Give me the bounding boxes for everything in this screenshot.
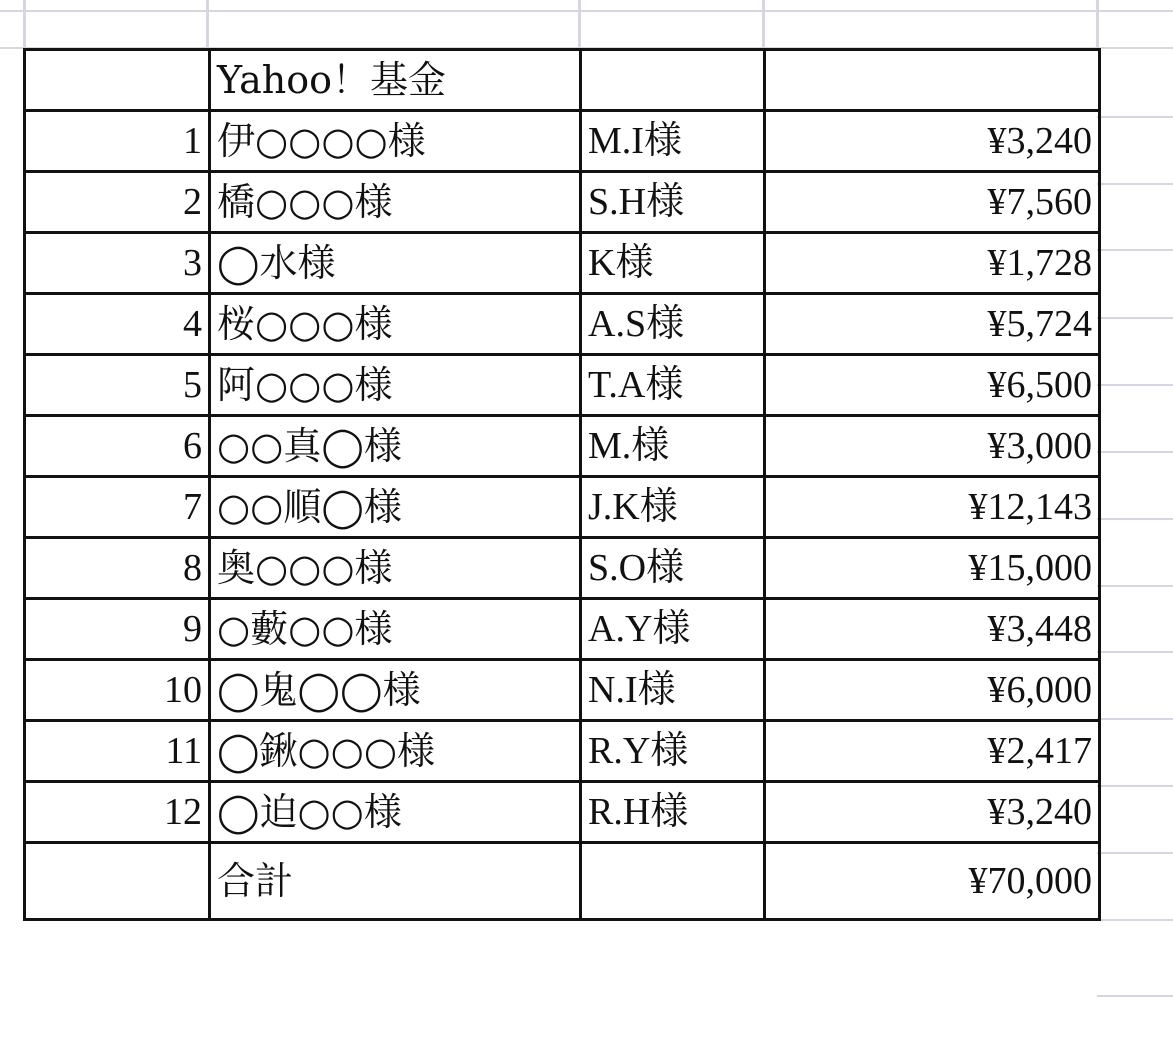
table-row: [25, 782, 1100, 843]
table-row: [25, 294, 1100, 355]
donor-initials[interactable]: T.A様: [581, 355, 765, 416]
gridline: [1097, 116, 1173, 118]
gridline: [1097, 718, 1173, 720]
table-row: [25, 599, 1100, 660]
gridline: [1097, 995, 1173, 997]
donor-name[interactable]: ◯鬼◯◯様: [210, 660, 581, 721]
gridline: [1097, 585, 1173, 587]
donation-amount[interactable]: ¥1,728: [765, 233, 1100, 294]
donation-amount[interactable]: ¥15,000: [765, 538, 1100, 599]
donor-initials[interactable]: M.I様: [581, 111, 765, 172]
donor-name[interactable]: ◯迫○○様: [210, 782, 581, 843]
row-number[interactable]: 9: [25, 599, 210, 660]
table-row: [25, 538, 1100, 599]
total-amount[interactable]: ¥70,000: [765, 843, 1100, 920]
row-number[interactable]: 4: [25, 294, 210, 355]
gridline: [1097, 518, 1173, 520]
row-number[interactable]: 10: [25, 660, 210, 721]
table-header-row: [25, 50, 1100, 111]
gridline: [206, 0, 209, 50]
donation-amount[interactable]: ¥5,724: [765, 294, 1100, 355]
gridline: [23, 0, 26, 50]
table-title[interactable]: Yahoo！基金: [210, 50, 581, 111]
donor-initials[interactable]: R.Y様: [581, 721, 765, 782]
row-number[interactable]: 2: [25, 172, 210, 233]
row-number[interactable]: 8: [25, 538, 210, 599]
table-row: [25, 477, 1100, 538]
row-number[interactable]: 3: [25, 233, 210, 294]
gridline: [1097, 249, 1173, 251]
donation-table: [23, 48, 1101, 921]
donor-initials[interactable]: M.様: [581, 416, 765, 477]
donor-name[interactable]: ◯水様: [210, 233, 581, 294]
gridline: [1096, 0, 1099, 50]
table-row: [25, 111, 1100, 172]
donation-amount[interactable]: ¥12,143: [765, 477, 1100, 538]
donor-name[interactable]: ○○真◯様: [210, 416, 581, 477]
gridline: [1097, 651, 1173, 653]
donation-amount[interactable]: ¥6,500: [765, 355, 1100, 416]
donor-name[interactable]: 橋○○○様: [210, 172, 581, 233]
gridline: [1097, 785, 1173, 787]
donor-initials[interactable]: S.O様: [581, 538, 765, 599]
row-number[interactable]: 6: [25, 416, 210, 477]
gridline: [762, 0, 765, 50]
donor-initials[interactable]: N.I様: [581, 660, 765, 721]
gridline: [1097, 852, 1173, 854]
table-cell[interactable]: [25, 843, 210, 920]
table-row: [25, 660, 1100, 721]
gridline: [1097, 919, 1173, 921]
gridline: [1097, 451, 1173, 453]
gridline: [1097, 384, 1173, 386]
donor-name[interactable]: 奥○○○様: [210, 538, 581, 599]
row-number[interactable]: 7: [25, 477, 210, 538]
table-row: [25, 172, 1100, 233]
table-row: [25, 416, 1100, 477]
total-label[interactable]: 合計: [210, 843, 581, 920]
table-cell[interactable]: [581, 50, 765, 111]
gridline: [0, 10, 1173, 12]
donation-amount[interactable]: ¥6,000: [765, 660, 1100, 721]
table-row: [25, 355, 1100, 416]
donor-initials[interactable]: K様: [581, 233, 765, 294]
table-cell[interactable]: [581, 843, 765, 920]
donor-name[interactable]: 桜○○○様: [210, 294, 581, 355]
gridline: [578, 0, 581, 50]
donor-name[interactable]: ◯鍬○○○様: [210, 721, 581, 782]
donor-name[interactable]: 伊○○○○様: [210, 111, 581, 172]
donor-initials[interactable]: A.Y様: [581, 599, 765, 660]
donor-initials[interactable]: A.S様: [581, 294, 765, 355]
table-row: [25, 233, 1100, 294]
table-cell[interactable]: [765, 50, 1100, 111]
total-row: [25, 843, 1100, 920]
table-row: [25, 721, 1100, 782]
donor-name[interactable]: ○藪○○様: [210, 599, 581, 660]
donor-name[interactable]: 阿○○○様: [210, 355, 581, 416]
donation-amount[interactable]: ¥2,417: [765, 721, 1100, 782]
row-number[interactable]: 1: [25, 111, 210, 172]
row-number[interactable]: 5: [25, 355, 210, 416]
donation-amount[interactable]: ¥7,560: [765, 172, 1100, 233]
donor-name[interactable]: ○○順◯様: [210, 477, 581, 538]
donation-amount[interactable]: ¥3,000: [765, 416, 1100, 477]
row-number[interactable]: 11: [25, 721, 210, 782]
donor-initials[interactable]: J.K様: [581, 477, 765, 538]
donor-initials[interactable]: R.H様: [581, 782, 765, 843]
gridline: [1097, 317, 1173, 319]
row-number[interactable]: 12: [25, 782, 210, 843]
donation-amount[interactable]: ¥3,448: [765, 599, 1100, 660]
gridline: [1097, 183, 1173, 185]
donor-initials[interactable]: S.H様: [581, 172, 765, 233]
donation-amount[interactable]: ¥3,240: [765, 111, 1100, 172]
table-cell[interactable]: [25, 50, 210, 111]
donation-amount[interactable]: ¥3,240: [765, 782, 1100, 843]
